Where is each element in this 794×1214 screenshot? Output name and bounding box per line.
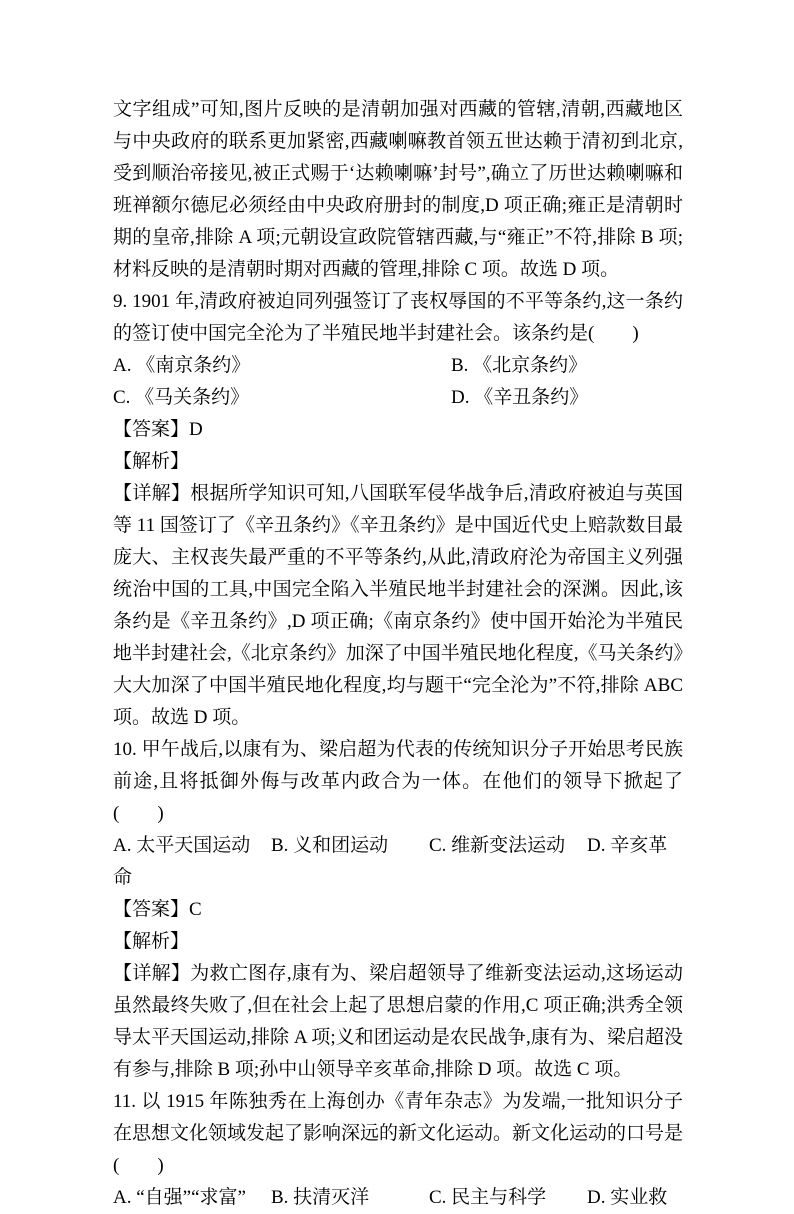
question-10-detail: 【详解】为救亡图存,康有为、梁启超领导了维新变法运动,这场运动虽然最终失败了,但在社会上起了思想启蒙的作用,C 项正确;洪秀全领导太平天国运动,排除 A 项;义和团运动是农民战争,康有为、梁启超没有参与,排除 B 项;孙中山领导辛亥革命,排除 D 项。故选 C 项。 [113, 963, 683, 1080]
question-10-option-d: D. 辛亥革命 [113, 835, 668, 888]
question-9-answer: 【答案】D [113, 419, 203, 440]
question-9-options-row-1 [113, 350, 683, 382]
question-9-option-c: C. 《马关条约》 [113, 387, 250, 408]
question-10-answer: 【答案】C [113, 899, 202, 920]
question-9-options-row-2 [113, 382, 683, 414]
question-10-option-c: C. 维新变法运动 [429, 835, 566, 856]
question-9-analysis-label: 【解析】 [113, 451, 190, 472]
question-9-option-d: D. 《辛丑条约》 [451, 387, 589, 408]
question-9-stem: 9. 1901 年,清政府被迫同列强签订了丧权辱国的不平等条约,这一条约的签订使中国完全沦为了半殖民地半封建社会。该条约是( ) [113, 291, 683, 344]
question-10-option-a: A. 太平天国运动 [113, 835, 251, 856]
question-9-detail: 【详解】根据所学知识可知,八国联军侵华战争后,清政府被迫与英国等 11 国签订了《辛丑条约》《辛丑条约》是中国近代史上赔款数目最庞大、主权丧失最严重的不平等条约,从此,清政府沦为帝国主义列强统治中国的工具,中国完全陷入半殖民地半封建社会的深渊。因此,该条约是《辛丑条约》,D 项正确;《南京条约》使中国开始沦为半殖民地半封建社会,《北京条约》加深了中国半殖民地化程度,《马关条约》大大加深了中国半殖民地化程度,均与题干“完全沦为”不符,排除 ABC 项。故选 D 项。 [113, 483, 684, 728]
question-11-options [113, 1182, 683, 1214]
question-9-option-b: B. 《北京条约》 [451, 355, 588, 376]
question-11-option-a: A. “自强”“求富” [113, 1187, 246, 1208]
question-9-option-a: A. 《南京条约》 [113, 355, 251, 376]
question-11-stem: 11. 以 1915 年陈独秀在上海创办《青年杂志》为发端,一批知识分子在思想文化领域发起了影响深远的新文化运动。新文化运动的口号是( ) [113, 1091, 684, 1176]
question-11-option-c: C. 民主与科学 [429, 1187, 547, 1208]
question-10-analysis-label: 【解析】 [113, 931, 190, 952]
question-10-option-b: B. 义和团运动 [271, 835, 389, 856]
question-10-stem: 10. 甲午战后,以康有为、梁启超为代表的传统知识分子开始思考民族前途,且将抵御外侮与改革内政合为一体。在他们的领导下掀起了( ) [113, 739, 683, 824]
question-10-options [113, 830, 683, 894]
question-11-option-b: B. 扶清灭洋 [271, 1187, 370, 1208]
q8-answer-continuation-text: 文字组成”可知,图片反映的是清朝加强对西藏的管辖,清朝,西藏地区与中央政府的联系更加紧密,西藏喇嘛教首领五世达赖于清初到北京,受到顺治帝接见,被正式赐于‘达赖喇嘛’封号”,确立了历世达赖喇嘛和班禅额尔德尼必须经由中央政府册封的制度,D 项正确;雍正是清朝时期的皇帝,排除 A 项;元朝设宣政院管辖西藏,与“雍正”不符,排除 B 项;材料反映的是清朝时期对西藏的管理,排除 C 项。故选 D 项。 [113, 99, 683, 280]
question-11-option-d: D. 实业救 [587, 1187, 668, 1208]
